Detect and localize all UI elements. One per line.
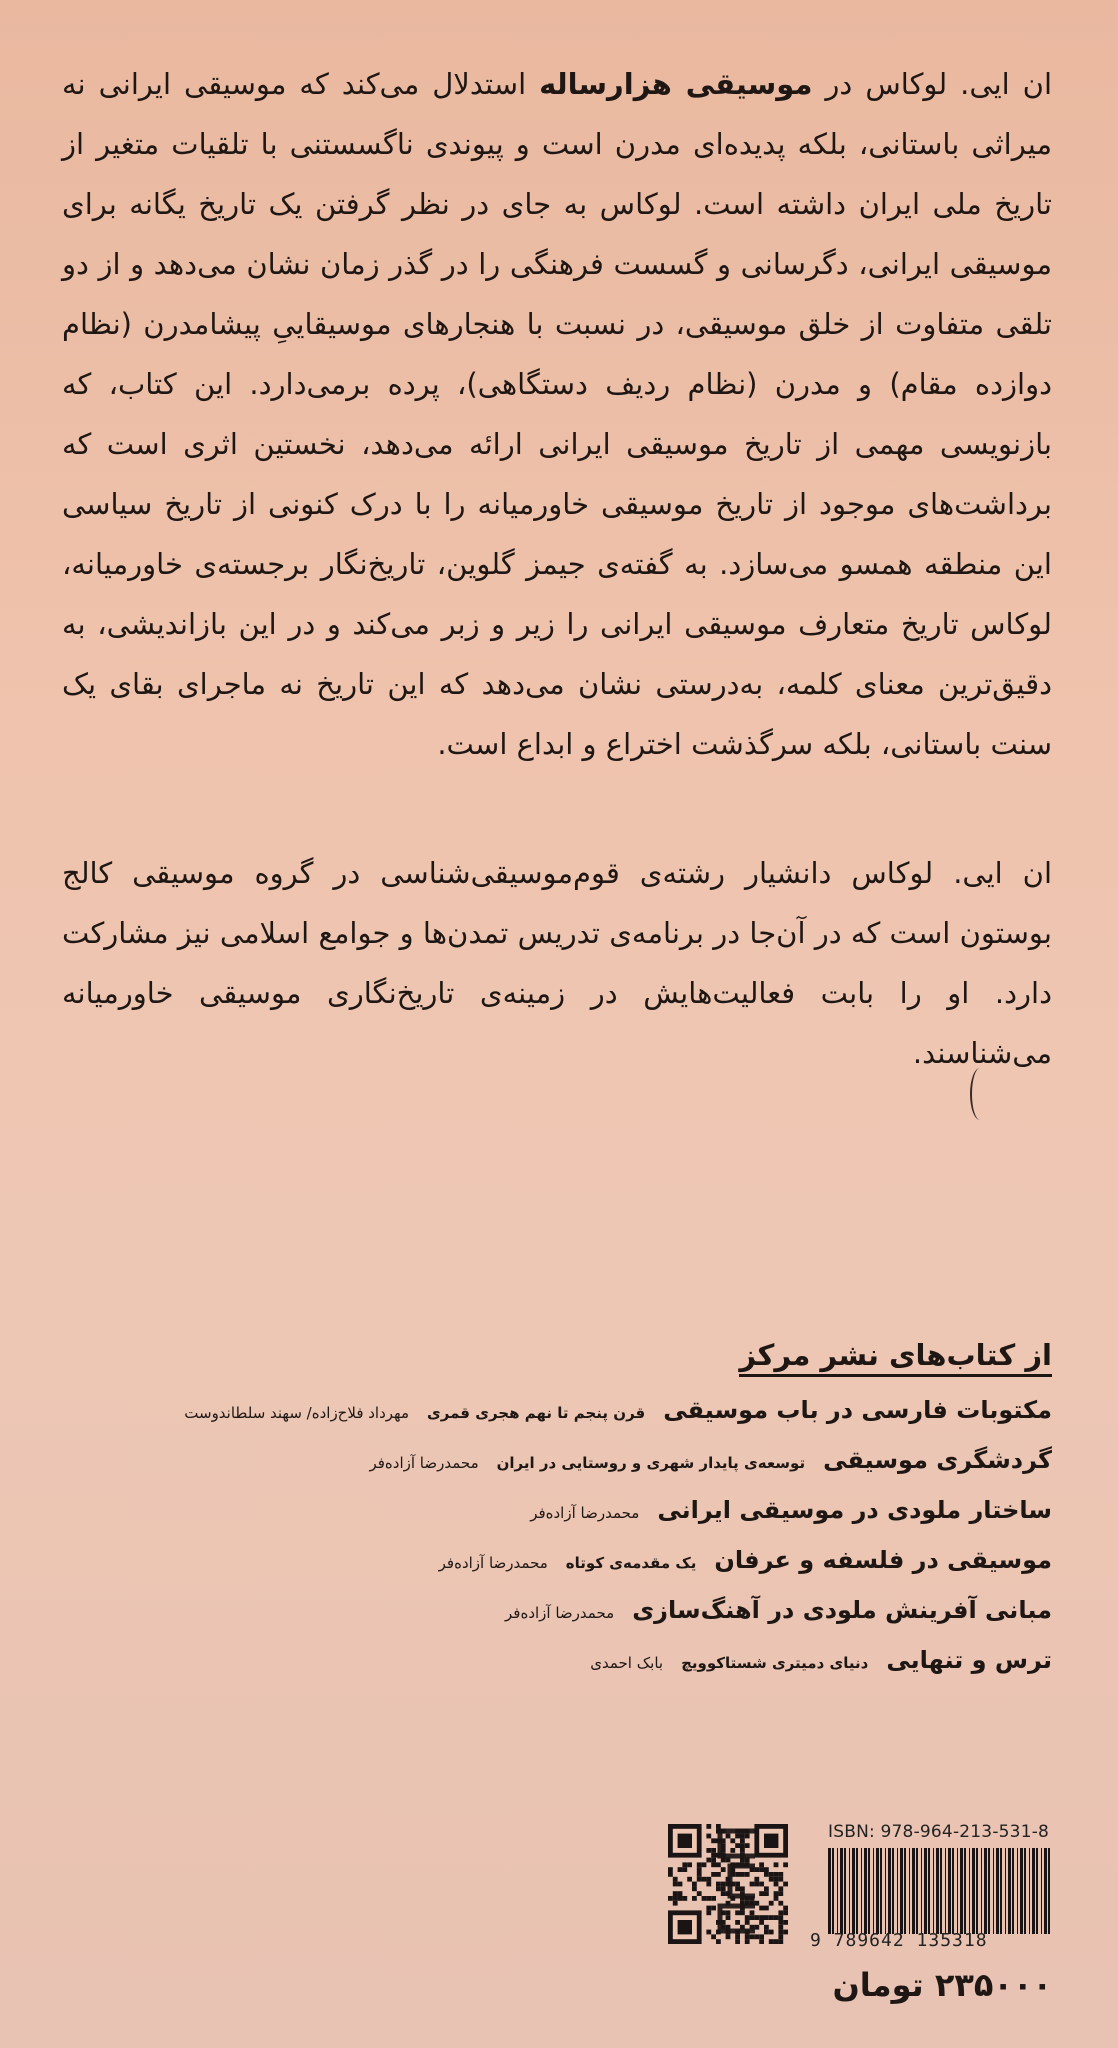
book-title-bold: موسیقی هزارساله: [539, 67, 813, 101]
list-item: [530, 1496, 1052, 1524]
book-subtitle: یک مقدمه‌ی کوتاه: [565, 1554, 697, 1572]
isbn-label: ISBN: 978-964-213-531-8: [828, 1822, 1050, 1842]
description-paragraph: [62, 54, 1052, 774]
book-subtitle: قرن پنجم تا نهم هجری قمری: [427, 1404, 646, 1422]
book-author: محمدرضا آزاده‌فر: [505, 1604, 615, 1622]
book-author: مهرداد فلاح‌زاده/ سهند سلطاندوست: [184, 1404, 410, 1422]
book-title: گردشگری موسیقی: [823, 1446, 1052, 1474]
book-author: محمدرضا آزاده‌فر: [369, 1454, 479, 1472]
book-title: ساختار ملودی در موسیقی ایرانی: [657, 1496, 1052, 1524]
qr-code-icon: [668, 1822, 788, 1946]
list-item: [590, 1646, 1052, 1674]
author-bio-paragraph: ان ایی. لوکاس دانشیار رشته‌ی قوم‌موسیقی‌شناسی در گروه موسیقی کالج بوستون است که در آن‌جا در برنامه‌ی تدریس تمدن‌ها و جوامع اسلامی نیز مشارکت دارد. او را بابت فعالیت‌هایش در زمینه‌ی تاریخ‌نگاری موسیقی خاورمیانه می‌شناسند.: [62, 856, 1052, 1070]
book-title: موسیقی در فلسفه و عرفان: [714, 1546, 1052, 1574]
book-author: بابک احمدی: [590, 1654, 664, 1672]
pen-mark: [970, 1068, 990, 1120]
list-item: [439, 1546, 1052, 1574]
book-author: محمدرضا آزاده‌فر: [530, 1504, 640, 1522]
book-subtitle: توسعه‌ی پایدار شهری و روستایی در ایران: [496, 1454, 806, 1472]
barcode-icon: [826, 1848, 1056, 1934]
barcode-digits: 9 789642 135318: [810, 1930, 988, 1951]
description-body: استدلال می‌کند که موسیقی ایرانی نه میراثی باستانی، بلکه پدیده‌ای مدرن است و پیوندی ناگسستنی با تلقیات متغیر از تاریخ ملی ایران داشته است. لوکاس به جای در نظر گرفتن یک تاریخ یگانه برای موسیقی ایرانی، دگرسانی و گسست فرهنگی را در گذر زمان نشان می‌دهد و از دو تلقی متفاوت از خلق موسیقی، در نسبت با هنجارهای موسیقاییِ پیشامدرن (نظام دوازده مقام) و مدرن (نظام ردیف دستگاهی)، پرده برمی‌دارد. این کتاب، که بازنویسی مهمی از تاریخ موسیقی ایرانی ارائه می‌دهد، نخستین اثری است که برداشت‌های موجود از تاریخ موسیقی خاورمیانه را با درک کنونی از تاریخ سیاسی این منطقه همسو می‌سازد. به گفته‌ی جیمز گلوین، تاریخ‌نگار برجسته‌ی خاورمیانه، لوکاس تاریخ متعارف موسیقی ایرانی را زیر و زبر می‌کند و در این بازاندیشی، به دقیق‌ترین معنای کلمه، به‌درستی نشان می‌دهد که این تاریخ نه ماجرای بقای یک سنت باستانی، بلکه سرگذشت اختراع و ابداع است.: [62, 67, 1052, 761]
related-books-heading: از کتاب‌های نشر مرکز: [739, 1338, 1052, 1377]
book-author: محمدرضا آزاده‌فر: [438, 1554, 548, 1572]
book-subtitle: دنیای دمیتری شستاکوویچ: [681, 1654, 869, 1672]
description-intro: ان ایی. لوکاس در: [825, 67, 1053, 101]
cover-footer: [0, 1800, 1118, 2048]
price-label: ۲۳۵۰۰۰ تومان: [832, 1966, 1052, 2004]
list-item: [184, 1396, 1052, 1424]
list-item: [369, 1446, 1052, 1474]
book-title: ترس و تنهایی: [886, 1646, 1052, 1674]
book-title: مبانی آفرینش ملودی در آهنگ‌سازی: [632, 1596, 1052, 1624]
book-title: مکتوبات فارسی در باب موسیقی: [663, 1396, 1052, 1424]
list-item: [505, 1596, 1052, 1624]
